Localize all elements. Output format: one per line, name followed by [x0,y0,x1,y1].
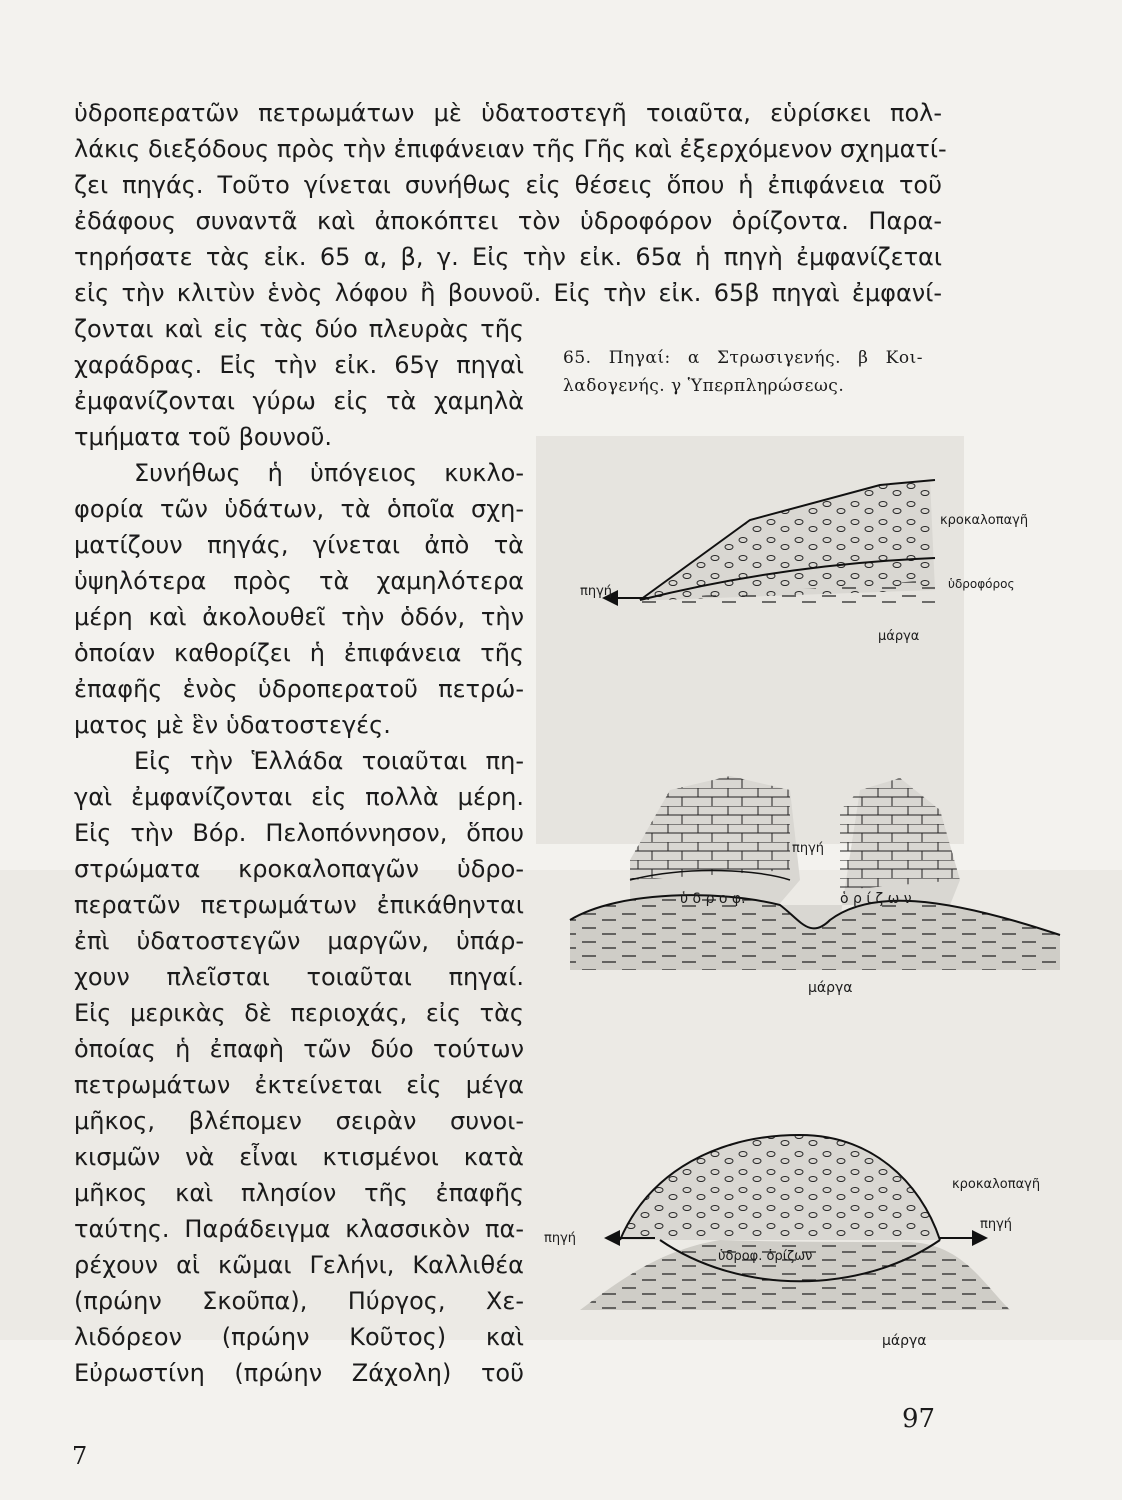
body-line: κισμῶν νὰ εἶναι κτισμένοι κατὰ [74,1143,524,1171]
body-line: ὁποίαν καθορίζει ἡ ἐπιφάνεια τῆς [74,639,524,667]
body-line: Εἰς μερικὰς δὲ περιοχάς, εἰς τὰς [74,999,524,1027]
body-line: ὁποίας ἡ ἐπαφὴ τῶν δύο τούτων [74,1035,524,1063]
body-line: Εἰς τὴν Ἑλλάδα τοιαῦται πη- [134,747,524,775]
body-line: ματίζουν πηγάς, γίνεται ἀπὸ τὰ [74,531,524,559]
body-line: τμήματα τοῦ βουνοῦ. [74,423,333,451]
figure-caption-line: 65. Πηγαί: α Στρωσιγενής. β Κοι- [563,348,923,368]
body-line: ματος μὲ ἓν ὑδατοστεγές. [74,711,391,739]
label-conglomerate: κροκαλοπαγῆ [952,1177,1041,1192]
body-line: ζει πηγάς. Τοῦτο γίνεται συνήθως εἰς θέσεις ὅπου ἡ ἐπιφάνεια τοῦ [74,171,942,199]
label-aquifer: ὑδροφόρος [948,577,1015,591]
label-spring: πηγή [980,1217,1012,1232]
body-line: Εὐρωστίνη (πρώην Ζάχολη) τοῦ [74,1359,524,1387]
body-line: Συνήθως ἡ ὑπόγειος κυκλο- [134,459,524,487]
body-line: μέρη καὶ ἀκολουθεῖ τὴν ὁδόν, τὴν [74,603,524,631]
body-line: λάκις διεξόδους πρὸς τὴν ἐπιφάνειαν τῆς Γῆς καὶ ἐξερχόμενον σχηματί- [74,135,947,163]
body-line: ὑδροπερατῶν πετρωμάτων μὲ ὑδατοστεγῆ τοιαῦτα, εὑρίσκει πολ- [74,99,942,127]
body-line: ἐπὶ ὑδατοστεγῶν μαργῶν, ὑπάρ- [74,927,524,955]
label-spring: πηγή [544,1231,576,1246]
label-marl: μάργα [808,980,853,996]
body-line: (πρώην Σκοῦπα), Πύργος, Χε- [74,1287,524,1315]
body-line: ὑψηλότερα πρὸς τὰ χαμηλότερα [74,567,524,595]
body-line: λιδόρεον (πρώην Κοῦτος) καὶ [74,1323,524,1351]
body-line: χαράδρας. Εἰς τὴν εἰκ. 65γ πηγαὶ [74,351,524,379]
body-line: ἐπαφῆς ἑνὸς ὑδροπερατοῦ πετρώ- [74,675,524,703]
label-aquifer: ὑ δ ρ ο φ. [680,891,746,907]
label-conglomerate: κροκαλοπαγῆ [940,513,1029,528]
body-line: Εἰς τὴν Βόρ. Πελοπόννησον, ὅπου [74,819,524,847]
body-line: γαὶ ἐμφανίζονται εἰς πολλὰ μέρη. [74,783,524,811]
body-line: ρέχουν αἱ κῶμαι Γελήνι, Καλλιθέα [74,1251,524,1279]
label-marl: μάργα [882,1333,927,1349]
label-spring: πηγή [792,841,824,856]
body-line: πετρωμάτων ἐκτείνεται εἰς μέγα [74,1071,524,1099]
body-line: εἰς τὴν κλιτὺν ἑνὸς λόφου ἢ βουνοῦ. Εἰς τὴν εἰκ. 65β πηγαὶ ἐμφανί- [74,279,942,307]
label-aquifer: ὑδροφ. ὁρίζων [718,1249,813,1264]
body-line: ἐμφανίζονται γύρω εἰς τὰ χαμηλὰ [74,387,524,415]
label-marl: μάργα [878,629,920,644]
body-line: τηρήσατε τὰς εἰκ. 65 α, β, γ. Εἰς τὴν εἰκ. 65α ἡ πηγὴ ἐμφανίζεται [74,243,942,271]
label-aquifer: ὁ ρ ί ζ ω ν [840,891,912,907]
label-spring: πηγή [580,584,612,599]
body-line: ἐδάφους συναντᾶ καὶ ἀποκόπτει τὸν ὑδροφόρον ὁρίζοντα. Παρα- [74,207,942,235]
body-line: μῆκος, βλέπομεν σειρὰν συνοι- [74,1107,524,1135]
figure-65-springs [540,480,1041,1360]
body-line: μῆκος καὶ πλησίον τῆς ἐπαφῆς [74,1179,524,1207]
body-line: φορία τῶν ὑδάτων, τὰ ὁποῖα σχη- [74,495,524,523]
body-line: ταύτης. Παράδειγμα κλασσικὸν πα- [74,1215,524,1243]
body-line: ζονται καὶ εἰς τὰς δύο πλευρὰς τῆς [74,315,524,343]
body-line: περατῶν πετρωμάτων ἐπικάθηνται [74,891,524,919]
figure-caption-line: λαδογενής. γ Ὑπερπληρώσεως. [563,376,845,396]
signature-mark: 7 [72,1442,88,1470]
body-line: χουν πλεῖσται τοιαῦται πηγαί. [74,963,524,991]
page-number: 97 [902,1404,936,1434]
body-line: στρώματα κροκαλοπαγῶν ὑδρο- [74,855,524,883]
